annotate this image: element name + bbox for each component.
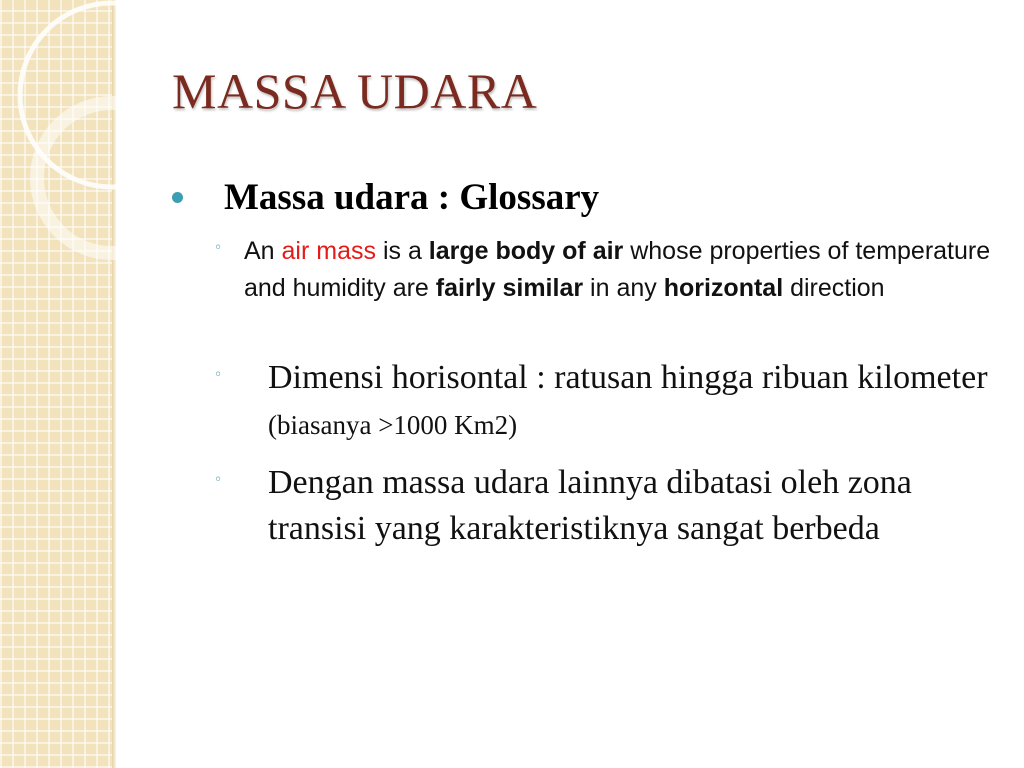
sub-bullet-glossary [214,233,1004,307]
sub-bullet-marker: ◦ [214,240,223,256]
bold-term: fairly similar [435,274,584,302]
dimensi-text [268,355,1004,448]
text-run: in any [583,274,664,302]
sub-bullet-dimensi [214,355,1004,448]
decorative-ring-bottom [37,103,130,253]
slide-title: MASSA UDARA [172,63,538,119]
text-run: whose properties of temperature and humidity are [244,237,991,302]
main-bullet-text: Massa udara : Glossary [224,177,600,218]
glossary-definition [244,233,1004,307]
bullet-dot [172,192,183,203]
text-run: An [244,237,282,265]
text-run: Dimensi horisontal : ratusan hingga ribuan kilometer [268,359,988,396]
dengan-text: Dengan massa udara lainnya dibatasi oleh zona transisi yang karakteristiknya sangat berbeda [268,464,912,547]
sub-bullet-marker: ◦ [214,367,223,383]
main-bullet [172,176,599,219]
bold-term: large body of air [428,237,624,265]
sub-bullet-dengan [214,460,1004,552]
text-run: direction [783,274,885,302]
bold-term: horizontal [663,274,784,302]
text-run: is a [376,237,429,265]
decorative-rings [0,0,130,260]
dimensi-note: (biasanya >1000 Km2) [268,410,518,440]
sub-bullet-marker: ◦ [214,472,223,488]
air-mass-term: air mass [281,237,376,265]
